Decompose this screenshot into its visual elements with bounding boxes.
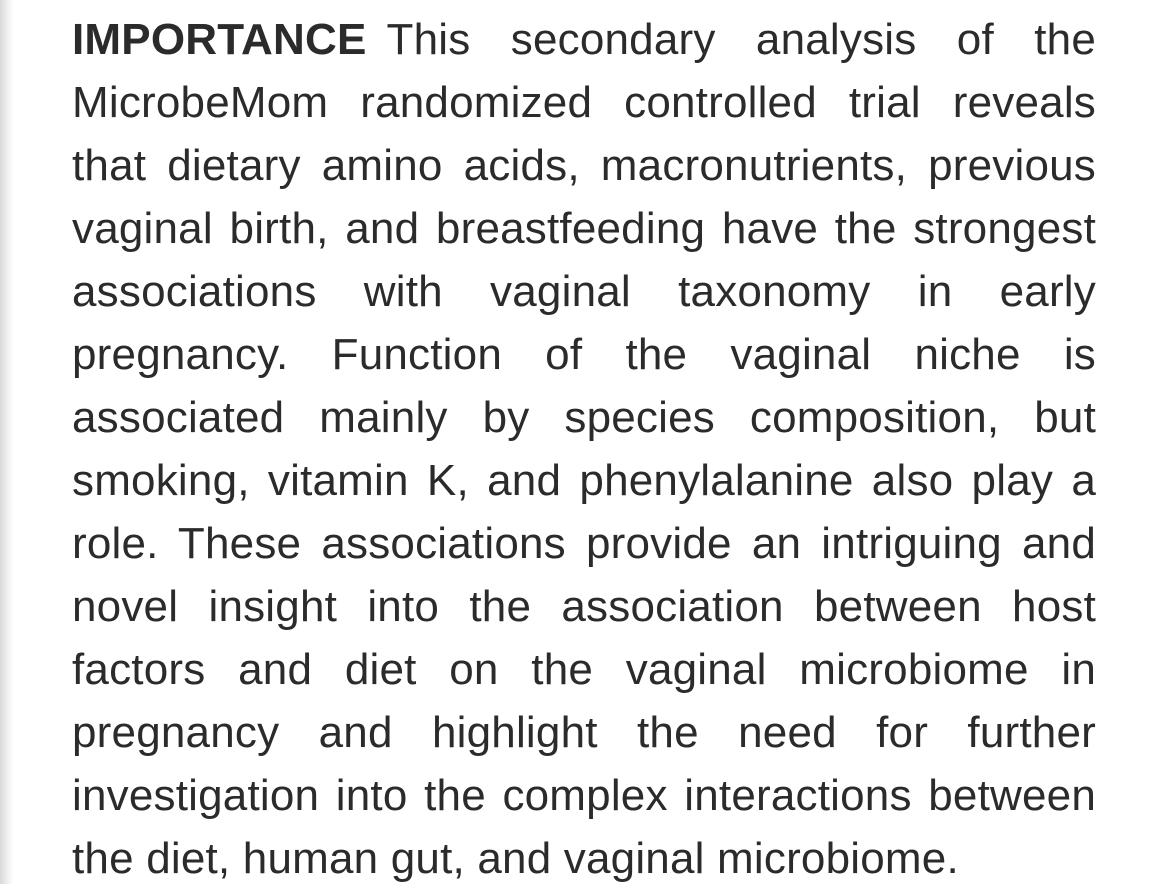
importance-heading: IMPORTANCE <box>72 15 367 64</box>
page-edge-shadow <box>0 0 14 884</box>
importance-body: This secondary analysis of the MicrobeMom randomized controlled trial reveals that dietary amino acids, macronutrients, previous vaginal birth, and breastfeeding have the strongest associations with vaginal taxonomy in early pregnancy. Function of the vaginal niche is associated mainly by species composition, but smoking, vitamin K, and phenylalanine also play a role. These associations provide an intriguing and novel insight into the association between host factors and diet on the vaginal microbiome in pregnancy and highlight the need for further investigation into the complex interactions between the diet, human gut, and vaginal microbiome. <box>72 15 1096 883</box>
importance-paragraph <box>72 8 1096 890</box>
